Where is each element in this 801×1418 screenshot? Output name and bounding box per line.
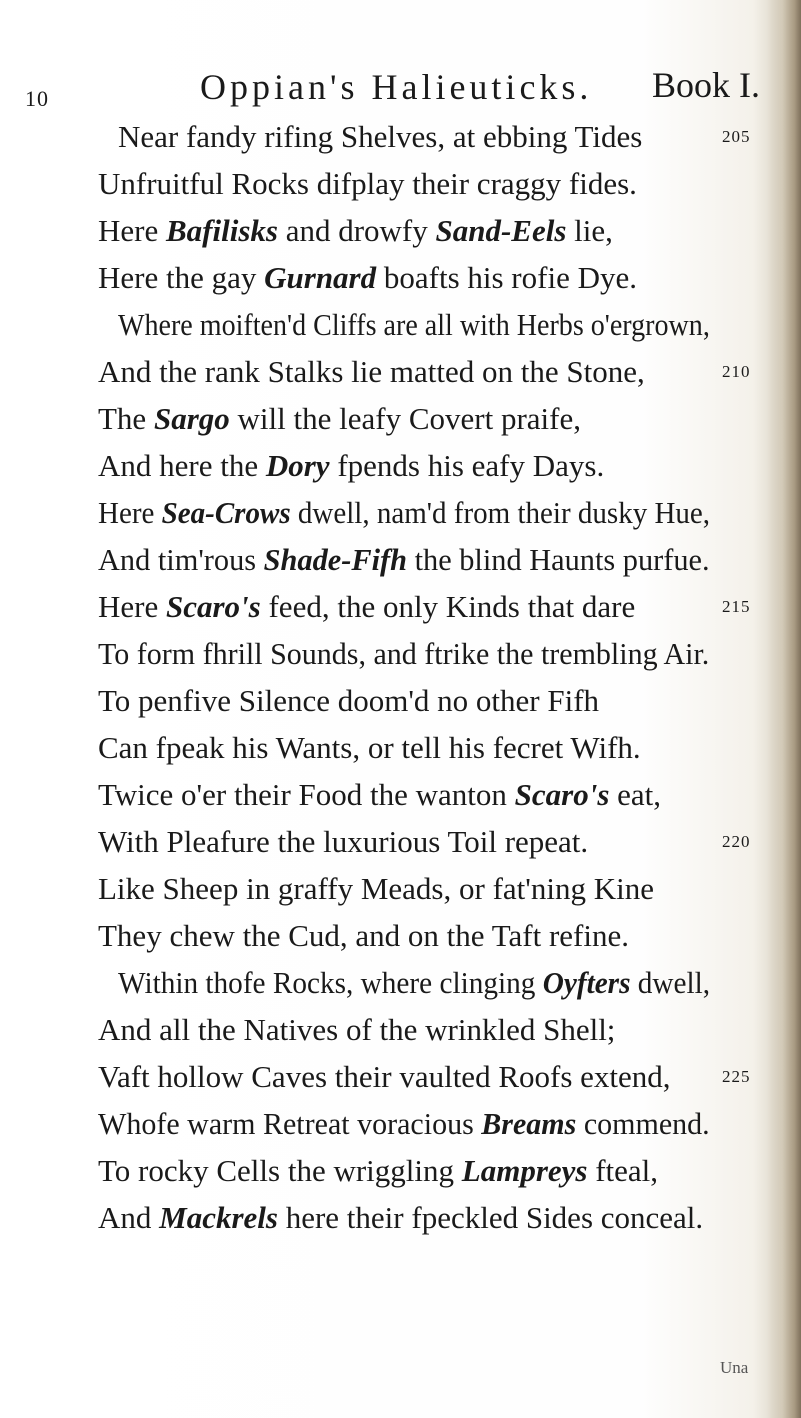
fish-name: Mackrels [159,1200,278,1235]
verse-text: Vaft hollow Caves their vaulted Roofs extend, [98,1059,671,1094]
fish-name: Oyfters [542,965,631,1000]
verse-line [98,1198,703,1238]
fish-name: Bafilisks [165,213,278,248]
fish-name: Dory [265,448,330,483]
fish-name: Sargo [153,401,230,436]
verse-text: Here the gay [98,260,265,295]
verse-text: To penfive Silence doom'd no other Fifh [98,683,600,718]
catchword: Una [720,1358,749,1377]
verse-text: boafts his rofie Dye. [376,260,637,295]
verse-text: here their fpeckled Sides conceal. [277,1200,704,1235]
verse-text: dwell, [630,965,711,1000]
fish-name: Shade-Fifh [263,542,407,577]
verse-line [98,211,613,251]
verse-text: Can fpeak his Wants, or tell his fecret Wifh. [98,730,641,765]
verse-text: And tim'rous [98,542,264,577]
verse-line [98,258,637,298]
line-number: 205 [722,127,751,146]
verse-text: eat, [609,777,662,812]
verse-line [118,117,642,157]
verse-text: Like Sheep in graffy Meads, or fat'ning Kine [98,871,654,906]
fish-name: Sand-Eels [435,213,567,248]
verse-line [98,164,637,204]
verse-line [98,728,641,768]
verse-text: And the rank Stalks lie matted on the Stone, [98,354,645,389]
verse-text: dwell, nam'd from their dusky Hue, [290,495,711,530]
fish-name: Lampreys [461,1153,588,1188]
verse-text: Twice o'er their Food the wanton [98,777,515,812]
verse-text: lie, [566,213,613,248]
book-label: Book I. [652,65,760,105]
verse-line [98,1151,658,1191]
fish-name: Sea-Crows [161,495,291,530]
line-number: 220 [722,832,751,851]
verse-line [118,305,710,345]
verse-line [98,775,661,815]
verse-line [98,493,710,533]
line-number: 210 [722,362,751,381]
verse-text: To form fhrill Sounds, and ftrike the trembling Air. [98,636,710,671]
verse-text: And all the Natives of the wrinkled Shell; [98,1012,616,1047]
verse-text: To rocky Cells the wriggling [98,1153,462,1188]
verse-text: And here the [98,448,266,483]
fish-name: Scaro's [514,777,610,812]
verse-line [98,399,581,439]
verse-text: feed, the only Kinds that dare [260,589,636,624]
verse-line [98,1104,710,1144]
verse-line [98,681,599,721]
verse-line [98,869,654,909]
verse-text: and drowfy [277,213,436,248]
verse-text: The [98,401,154,436]
verse-text: With Pleafure the luxurious Toil repeat. [98,824,589,859]
verse-line [98,1057,671,1097]
verse-text: Here [98,589,166,624]
page-number: 10 [25,86,49,111]
verse-text: fteal, [587,1153,659,1188]
fish-name: Breams [481,1106,577,1141]
verse-text: will the leafy Covert praife, [229,401,581,436]
verse-line [98,916,629,956]
verse-line [98,352,645,392]
fish-name: Scaro's [165,589,261,624]
verse-text: They chew the Cud, and on the Taft refine. [98,918,629,953]
running-title: Oppian's Halieuticks. [200,67,593,107]
verse-text: commend. [576,1106,710,1141]
verse-text: Whofe warm Retreat voracious [98,1106,482,1141]
fish-name: Gurnard [264,260,377,295]
verse-line [98,634,709,674]
verse-text: the blind Haunts purfue. [406,542,710,577]
verse-text: fpends his eafy Days. [329,448,605,483]
verse-text: Here [98,495,162,530]
verse-line [98,587,635,627]
verse-line [118,963,710,1003]
verse-line [98,1010,615,1050]
verse-text: Near fandy rifing Shelves, at ebbing Tides [118,119,643,154]
verse-line [98,540,710,580]
line-number: 215 [722,597,751,616]
verse-text: And [98,1200,160,1235]
verse-line [98,446,604,486]
verse-text: Within thofe Rocks, where clinging [118,965,543,1000]
verse-text: Where moiften'd Cliffs are all with Herbs o'ergrown, [118,307,710,342]
verse-text: Unfruitful Rocks difplay their craggy fides. [98,166,637,201]
verse-text: Here [98,213,166,248]
verse-line [98,822,588,862]
line-number: 225 [722,1067,751,1086]
